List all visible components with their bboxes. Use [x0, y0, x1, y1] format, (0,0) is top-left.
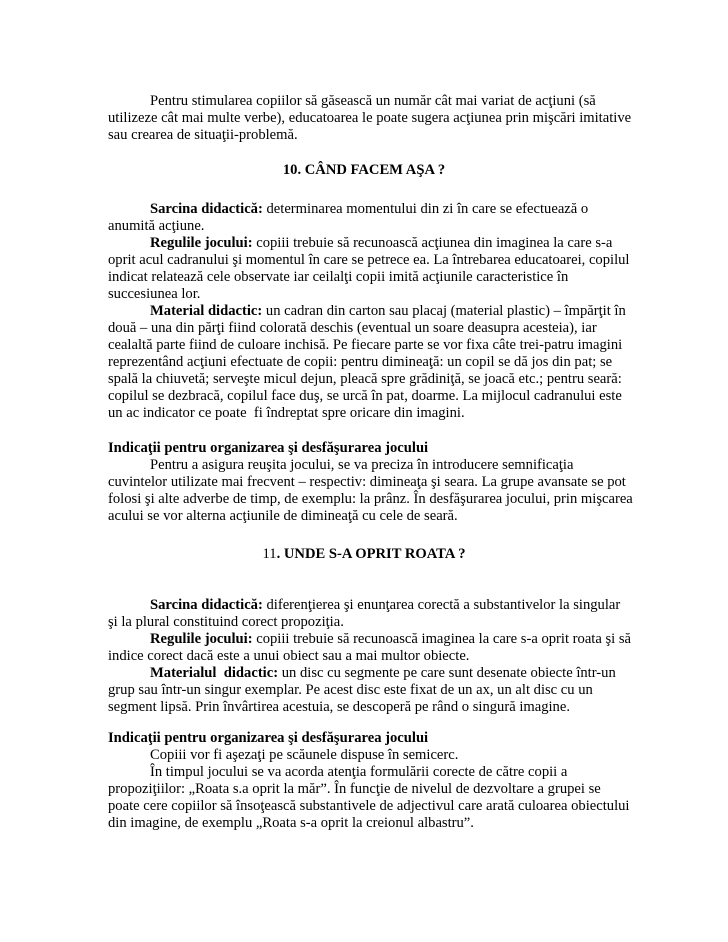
section-title-10: 10. CÂND FACEM AŞA ? — [282, 162, 446, 178]
g10-material-line-6: copilul se dezbracă, copilul face duş, se urcă în pat, doarme. La mijlocul cadranului este — [108, 388, 622, 404]
g11-material-label: Materialul didactic: — [150, 665, 279, 681]
g11-task-label: Sarcina didactică: — [150, 597, 263, 613]
g10-material-text: un cadran din carton sau placaj (material plastic) – împărţit în — [262, 303, 626, 319]
section-title-11-text: . UNDE S-A OPRIT ROATA ? — [276, 546, 466, 562]
section-title-11 — [0, 546, 728, 563]
g10-material-line-7: un ac indicator ce poate fi îndreptat spre oricare din imagini. — [108, 405, 465, 421]
g11-material-line-1 — [150, 665, 616, 682]
g10-org-heading: Indicaţii pentru organizarea şi desfăşurarea jocului — [108, 440, 429, 456]
g10-rules-line-3: indicat relatează cele observate iar ceilalţi copii imită acţiunile caracteristice în — [108, 269, 569, 285]
intro-line-1: Pentru stimularea copiilor să găsească un număr cât mai variat de acţiuni (să — [150, 93, 596, 109]
intro-line-3: sau crearea de situaţii-problemă. — [108, 127, 298, 143]
g10-org-line-2: cuvintelor utilizate mai frecvent – respectiv: dimineaţa şi seara. La grupe avansate se pot — [108, 474, 626, 490]
g10-material-label: Material didactic: — [150, 303, 263, 319]
g11-material-text: un disc cu segmente pe care sunt desenate obiecte într-un — [278, 665, 616, 681]
g11-material-line-3: segment lipsă. Prin învârtirea acestuia, se descoperă pe rând o singură imagine. — [108, 699, 570, 715]
g10-task-text: determinarea momentului din zi în care se efectuează o — [262, 201, 589, 217]
g10-rules-label: Regulile jocului: — [150, 235, 253, 251]
g11-rules-line-2: indice corect dacă este a unui obiect sau a mai multor obiecte. — [108, 648, 470, 664]
g10-task-label: Sarcina didactică: — [150, 201, 263, 217]
g10-rules-line-4: succesiunea lor. — [108, 286, 201, 302]
g11-rules-line-1 — [150, 631, 631, 648]
g11-org-line-4: poate cere copiilor să însoţească substantivele de adjectivul care arată culoarea obiectului — [108, 798, 630, 814]
section-title-11-number: 11 — [262, 546, 277, 562]
g11-task-line-1 — [150, 597, 620, 614]
g11-rules-label: Regulile jocului: — [150, 631, 253, 647]
g11-org-line-1: Copiii vor fi aşezaţi pe scăunele dispuse în semicerc. — [150, 747, 459, 763]
g10-material-line-5: spală la chiuvetă; serveşte micul dejun, pleacă spre grădiniţă, se joacă etc.; pentru seară: — [108, 371, 622, 387]
g10-material-line-1 — [150, 303, 626, 320]
g10-rules-text: copiii trebuie să recunoască acţiunea din imaginea la care s-a — [252, 235, 613, 251]
g11-rules-text: copiii trebuie să recunoască imaginea la care s-a oprit roata şi să — [252, 631, 632, 647]
g11-org-heading: Indicaţii pentru organizarea şi desfăşurarea jocului — [108, 730, 429, 746]
g10-rules-line-2: oprit acul cadranului şi momentul în care se petrece ea. La întrebarea educatoarei, copilul — [108, 252, 630, 268]
g10-task-line-2: anumită acţiune. — [108, 218, 205, 234]
g11-org-line-2: În timpul jocului se va acorda atenţia formulării corecte de către copii a — [150, 764, 568, 780]
g11-task-text: diferenţierea şi enunţarea corectă a substantivelor la singular — [262, 597, 621, 613]
g11-task-line-2: şi la plural constituind corect propoziţia. — [108, 614, 344, 630]
g10-org-line-1: Pentru a asigura reuşita jocului, se va preciza în introducere semnificaţia — [150, 457, 574, 473]
g10-rules-line-1 — [150, 235, 612, 252]
g10-material-line-4: reprezentând acţiuni efectuate de copii: pentru dimineaţă: un copil se dă jos din pat; se — [108, 354, 613, 370]
g10-org-line-3: folosi şi alte adverbe de timp, de exemplu: la prânz. În desfăşurarea jocului, prin mişcarea — [108, 491, 633, 507]
g10-material-line-3: cealaltă parte fiind de culoare inchisă. Pe fiecare parte se vor fixa câte trei-patru imagini — [108, 337, 623, 353]
g11-material-line-2: grup sau într-un singur exemplar. Pe acest disc este fixat de un ax, un alt disc cu un — [108, 682, 593, 698]
intro-line-2: utilizeze cât mai multe verbe), educatoarea le poate sugera acţiunea prin mişcări imitative — [108, 110, 632, 126]
g10-org-line-4: acului se vor alterna acţiunile de dimineaţă cu cele de seară. — [108, 508, 458, 524]
g10-task-line-1 — [150, 201, 588, 218]
g11-org-line-3: propoziţiilor: „Roata s.a oprit la măr”. În funcţie de nivelul de dezvoltare a grupei se — [108, 781, 601, 797]
g10-material-line-2: două – una din părţi fiind colorată deschis (eventual un soare deasupra acesteia), iar — [108, 320, 597, 336]
g11-org-line-5: din imagine, de exemplu „Roata s-a oprit la creionul albastru”. — [108, 815, 474, 831]
